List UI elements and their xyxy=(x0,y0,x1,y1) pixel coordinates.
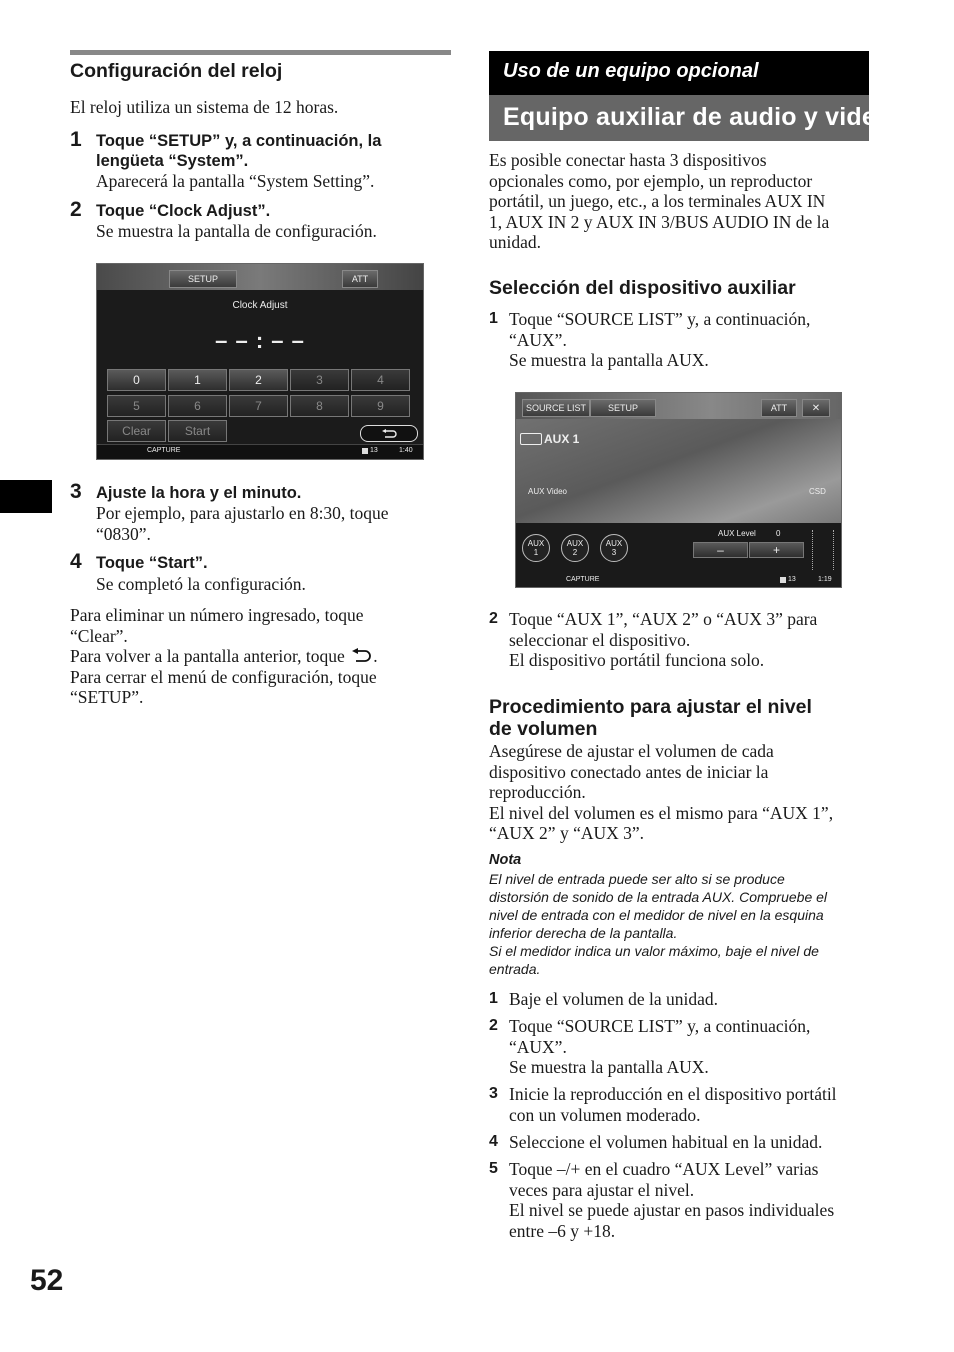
key-8[interactable]: 8 xyxy=(290,395,349,417)
step-heading: Toque “SETUP” y, a continuación, la lengüeta “System”. xyxy=(96,132,382,170)
step-heading: Toque “Start”. xyxy=(96,554,208,572)
aux-video-label: AUX Video xyxy=(528,487,567,496)
step-body: Toque “AUX 1”, “AUX 2” o “AUX 3” para seleccionar el dispositivo. El dispositivo portátil funciona solo. xyxy=(509,609,818,670)
note-text: El nivel de entrada puede ser alto si se produce distorsión de sonido de la entrada AUX. Compruebe el nivel de entrada con el medidor de nivel en la esquina inferior derecha de la pantalla. Si el medidor indica un valor máximo, baje el nivel de entrada. xyxy=(489,871,828,977)
step-number: 1 xyxy=(489,990,498,1007)
clock-adjust-screenshot xyxy=(96,263,424,460)
step-body: Toque “SOURCE LIST” y, a continuación, “AUX”. Se muestra la pantalla AUX. xyxy=(509,309,811,370)
aux-1-button[interactable]: AUX 1 xyxy=(522,534,550,562)
clear-button[interactable]: Clear xyxy=(107,420,166,442)
step-body: Se completó la configuración. xyxy=(96,574,306,594)
aux-level-value: 0 xyxy=(776,529,781,538)
aux-level-label: AUX Level xyxy=(718,529,756,538)
key-7[interactable]: 7 xyxy=(229,395,288,417)
volume-icon xyxy=(780,577,786,583)
step-number: 2 xyxy=(70,198,82,221)
volume-value: 13 xyxy=(788,576,796,583)
capture-label: CAPTURE xyxy=(147,447,181,454)
section-tab-marker xyxy=(0,480,52,513)
step-number: 1 xyxy=(489,310,498,327)
setup-button[interactable]: SETUP xyxy=(169,270,237,288)
banner-title: Equipo auxiliar de audio y video xyxy=(503,103,892,131)
step-heading: Toque “Clock Adjust”. xyxy=(96,202,271,220)
clock-intro: El reloj utiliza un sistema de 12 horas. xyxy=(70,97,339,117)
back-button[interactable] xyxy=(360,425,418,442)
volume-intro: Asegúrese de ajustar el volumen de cada dispositivo conectado antes de iniciar la reproducción. El nivel del volumen es el mismo para “AUX 1”, “AUX 2” y “AUX 3”. xyxy=(489,741,834,843)
step-number: 4 xyxy=(70,550,82,573)
step-number: 4 xyxy=(489,1133,498,1150)
key-1[interactable]: 1 xyxy=(168,369,227,391)
banner-subtitle: Uso de un equipo opcional xyxy=(503,60,759,82)
step-number: 2 xyxy=(489,1017,498,1034)
start-button[interactable]: Start xyxy=(168,420,227,442)
level-meter xyxy=(812,530,834,570)
clock-display: – – : – – xyxy=(215,328,305,353)
aux-3-button[interactable]: AUX 3 xyxy=(600,534,628,562)
setup-button[interactable]: SETUP xyxy=(590,399,656,417)
step-heading: Ajuste la hora y el minuto. xyxy=(96,484,302,502)
step-body: Aparecerá la pantalla “System Setting”. xyxy=(96,171,375,191)
step-body: Seleccione el volumen habitual en la unidad. xyxy=(509,1132,823,1152)
section-title-select: Selección del dispositivo auxiliar xyxy=(489,277,796,299)
csd-label: CSD xyxy=(809,487,826,496)
key-6[interactable]: 6 xyxy=(168,395,227,417)
source-list-button[interactable]: SOURCE LIST xyxy=(522,399,590,417)
step-body: Por ejemplo, para ajustarlo en 8:30, toque “0830”. xyxy=(96,503,389,544)
att-button[interactable]: ATT xyxy=(342,270,378,288)
clock-time: 1:40 xyxy=(399,447,413,454)
step-number: 2 xyxy=(489,610,498,627)
note-title: Nota xyxy=(489,852,522,868)
aux-level-minus-button[interactable]: – xyxy=(693,542,748,558)
clock-adjust-title: Clock Adjust xyxy=(232,300,288,311)
step-number: 1 xyxy=(70,128,82,151)
close-button[interactable]: ✕ xyxy=(802,399,830,417)
key-5[interactable]: 5 xyxy=(107,395,166,417)
key-9[interactable]: 9 xyxy=(351,395,410,417)
page-number: 52 xyxy=(30,1264,64,1297)
aux-source-label: AUX 1 xyxy=(544,432,580,446)
back-arrow-icon xyxy=(380,429,398,439)
volume-value: 13 xyxy=(370,447,378,454)
aux-intro: Es posible conectar hasta 3 dispositivos opcionales como, por ejemplo, un reproductor portátil, un juego, etc., a los terminales AUX IN 1, AUX IN 2 y AUX IN 3/BUS AUDIO IN de la unidad. xyxy=(489,150,830,252)
section-title-volume: Procedimiento para ajustar el nivel de volumen xyxy=(489,696,812,740)
att-button[interactable]: ATT xyxy=(761,399,797,417)
aux-screenshot xyxy=(515,392,842,588)
aux-source-icon xyxy=(520,433,542,445)
key-0[interactable]: 0 xyxy=(107,369,166,391)
clock-notes: Para eliminar un número ingresado, toque “Clear”. Para volver a la pantalla anterior, toque . Para cerrar el menú de configuración, toque “SETUP”. xyxy=(70,605,378,707)
step-body: Toque “SOURCE LIST” y, a continuación, “AUX”. Se muestra la pantalla AUX. xyxy=(509,1016,811,1077)
volume-icon xyxy=(362,448,368,454)
section-title-clock: Configuración del reloj xyxy=(70,60,283,82)
step-body: Baje el volumen de la unidad. xyxy=(509,989,718,1009)
key-4[interactable]: 4 xyxy=(351,369,410,391)
top-rule xyxy=(70,50,451,55)
aux-2-button[interactable]: AUX 2 xyxy=(561,534,589,562)
capture-label: CAPTURE xyxy=(566,576,600,583)
step-number: 3 xyxy=(70,480,82,503)
clock-time: 1:19 xyxy=(818,576,832,583)
step-body: Inicie la reproducción en el dispositivo portátil con un volumen moderado. xyxy=(509,1084,837,1125)
step-number: 3 xyxy=(489,1085,498,1102)
step-body: Se muestra la pantalla de configuración. xyxy=(96,221,377,241)
key-3[interactable]: 3 xyxy=(290,369,349,391)
key-2[interactable]: 2 xyxy=(229,369,288,391)
step-number: 5 xyxy=(489,1160,498,1177)
back-arrow-icon xyxy=(349,648,373,664)
aux-level-plus-button[interactable]: + xyxy=(749,542,804,558)
step-body: Toque –/+ en el cuadro “AUX Level” varias veces para ajustar el nivel. El nivel se puede ajustar en pasos individuales entre –6 y +18. xyxy=(509,1159,835,1241)
